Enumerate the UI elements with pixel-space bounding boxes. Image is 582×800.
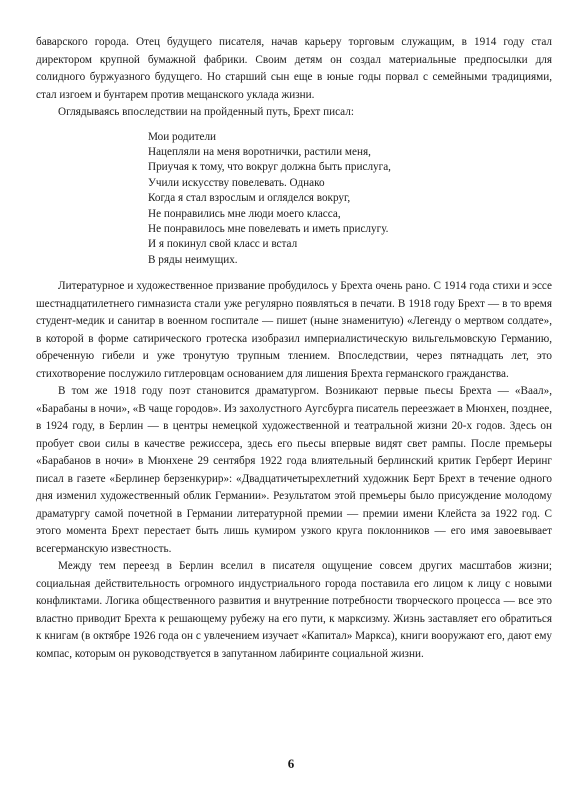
poem-line: Приучая к тому, что вокруг должна быть прислуга, — [148, 161, 391, 174]
page-number: 6 — [287, 756, 295, 771]
poem-line: Нацепляли на меня воротнички, растили меня, — [148, 145, 371, 158]
poem-line: Учили искусству повелевать. Однако — [148, 176, 325, 189]
paragraph-poem-intro: Оглядываясь впоследствии на пройденный путь, Брехт писал: — [58, 106, 354, 118]
poem-line: Когда я стал взрослым и огляделся вокруг, — [148, 192, 351, 205]
poem-line: Не понравились мне люди моего класса, — [148, 207, 341, 220]
paragraph-literary-calling: Литературное и художественное призвание пробудилось у Брехта очень рано. С 1914 года стихи и эссе шестнадцатилетнего гимназиста стали уже регулярно появляться в печати. В 1918 году Брехт — в то время студент-медик и санитар в военном госпитале — пишет (ныне знаменитую) «Легенду о мертвом солдате», в которой в форме сатирического гротеска изобразил империалистическую вильгельмовскую Германию, обреченную гибели и уже тронутую трупным тлением. Впоследствии, через пятнадцать лет, это стихотворение послужило гитлеровцам основанием для лишения Брехта германского гражданства. — [36, 280, 552, 380]
poem-line: Мои родители — [148, 130, 217, 143]
paragraph-family-background: баварского города. Отец будущего писателя, начав карьеру торговым служащим, в 1914 году стал директором крупной бумажной фабрики. Своим детям он создал материальные предпосылки для солидного буржуазного будущего. Но старший сын еще в юные годы порвал с семейными традициями, стал изгоем и бунтарем против мещанского уклада жизни. — [36, 36, 552, 101]
poem-block — [148, 130, 552, 269]
poem-line: В ряды неимущих. — [148, 253, 238, 266]
poem-line: Не понравилось мне повелевать и иметь прислугу. — [148, 222, 389, 235]
poem-line: И я покинул свой класс и встал — [148, 238, 298, 251]
paragraph-berlin-marxism: Между тем переезд в Берлин вселил в писателя ощущение совсем других масштабов жизни; социальная действительность огромного индустриального города поставила его лицом к лицу с новыми конфликтами. Логика общественного развития и внутренние потребности творческого процесса — все это властно приводит Брехта к решающему рубежу на его пути, к марксизму. Жизнь заставляет его обратиться к книгам (в октябре 1926 года он с увлечением изучает «Капитал» Маркса), книги вооружают его, дают ему компас, которым он руководствуется в запутанном лабиринте социальной жизни. — [36, 560, 552, 660]
paragraph-dramatist: В том же 1918 году поэт становится драматургом. Возникают первые пьесы Брехта — «Ваал», «Барабаны в ночи», «В чаще городов». Из захолустного Аугсбурга писатель переезжает в Мюнхен, позднее, в 1924 году, в Берлин — в центры немецкой художественной и театральной жизни 20-х годов. Здесь он пробует свои силы в качестве режиссера, здесь его пьесы впервые видят свет рампы. После премьеры «Барабанов в ночи» в Мюнхене 29 сентября 1922 года влиятельный берлинский критик Герберт Иеринг писал в газете «Берлинер берзенкурир»: «Двадцатичетырехлетний художник Берт Брехт в течение одного дня изменил художественный облик Германии». Результатом этой премьеры было присуждение молодому драматургу самой почетной в Германии литературной премии — премии имени Клейста за 1922 год. С этого момента Брехт перестает быть лишь кумиром узкого круга поклонников — его имя завоевывает всегерманскую известность. — [36, 385, 552, 555]
